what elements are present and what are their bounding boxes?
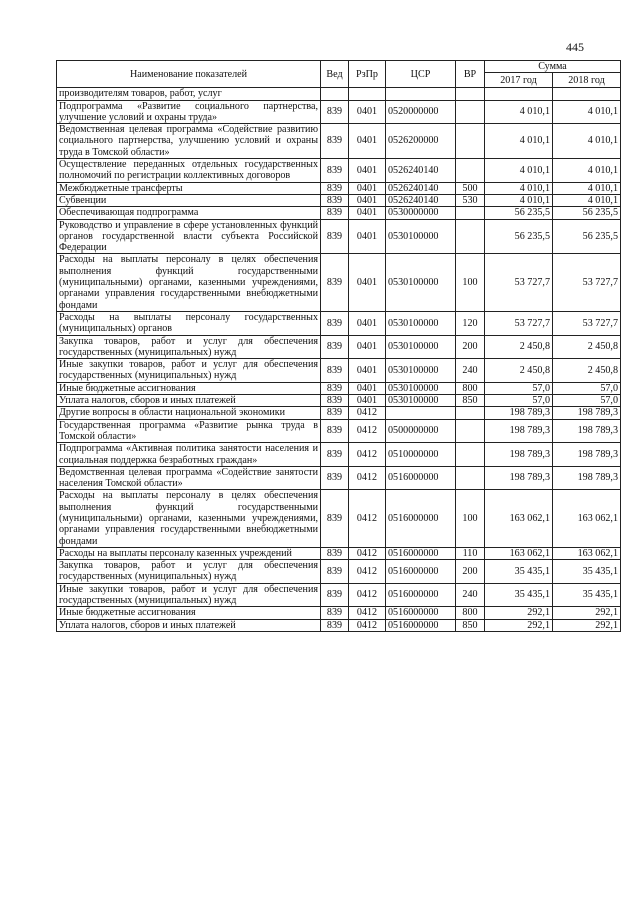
cell-name: Закупка товаров, работ и услуг для обеспечения государственных (муниципальных) нужд	[57, 335, 321, 359]
cell-rzpr: 0401	[349, 359, 386, 383]
cell-rzpr: 0401	[349, 219, 386, 254]
cell-csr: 0530100000	[386, 382, 456, 394]
cell-y2017: 57,0	[485, 395, 553, 407]
cell-name: Расходы на выплаты персоналу казенных учреждений	[57, 547, 321, 559]
cell-y2018: 2 450,8	[553, 335, 621, 359]
cell-name: Иные закупки товаров, работ и услуг для обеспечения государственных (муниципальных) нужд	[57, 583, 321, 607]
cell-csr: 0516000000	[386, 583, 456, 607]
cell-y2018: 198 789,3	[553, 466, 621, 490]
table-row	[57, 88, 621, 100]
cell-name: Руководство и управление в сфере установленных функций органов государственной власти субъекта Российской Федерации	[57, 219, 321, 254]
cell-vr	[456, 207, 485, 219]
cell-vr	[456, 124, 485, 159]
cell-y2018	[553, 88, 621, 100]
cell-name: Межбюджетные трансферты	[57, 182, 321, 194]
cell-vr	[456, 407, 485, 419]
cell-vr: 800	[456, 382, 485, 394]
cell-csr: 0520000000	[386, 100, 456, 124]
cell-name: Подпрограмма «Развитие социального партнерства, улучшение условий и охраны труда»	[57, 100, 321, 124]
cell-name: Иные закупки товаров, работ и услуг для обеспечения государственных (муниципальных) нужд	[57, 359, 321, 383]
cell-y2018: 53 727,7	[553, 254, 621, 311]
cell-rzpr: 0412	[349, 443, 386, 467]
cell-y2017: 35 435,1	[485, 560, 553, 584]
cell-y2018: 4 010,1	[553, 194, 621, 206]
cell-name: Иные бюджетные ассигнования	[57, 382, 321, 394]
cell-ved: 839	[321, 207, 349, 219]
table-row	[57, 419, 621, 443]
cell-y2018: 57,0	[553, 382, 621, 394]
cell-csr: 0526240140	[386, 159, 456, 183]
cell-csr	[386, 407, 456, 419]
cell-name: Государственная программа «Развитие рынка труда в Томской области»	[57, 419, 321, 443]
cell-vr	[456, 419, 485, 443]
table-row	[57, 490, 621, 547]
cell-rzpr: 0412	[349, 466, 386, 490]
header-rzpr: РзПр	[349, 61, 386, 88]
cell-y2018: 163 062,1	[553, 547, 621, 559]
cell-y2017: 198 789,3	[485, 443, 553, 467]
table-row	[57, 395, 621, 407]
table-row	[57, 311, 621, 335]
cell-ved: 839	[321, 254, 349, 311]
cell-name: Закупка товаров, работ и услуг для обеспечения государственных (муниципальных) нужд	[57, 560, 321, 584]
cell-csr: 0516000000	[386, 490, 456, 547]
cell-y2018: 292,1	[553, 619, 621, 631]
cell-y2017: 35 435,1	[485, 583, 553, 607]
cell-rzpr: 0401	[349, 207, 386, 219]
table-row	[57, 607, 621, 619]
cell-name: Уплата налогов, сборов и иных платежей	[57, 395, 321, 407]
budget-table	[56, 60, 621, 632]
cell-ved: 839	[321, 219, 349, 254]
cell-rzpr: 0401	[349, 311, 386, 335]
cell-y2017: 56 235,5	[485, 219, 553, 254]
cell-ved: 839	[321, 395, 349, 407]
header-year-2018: 2018 год	[553, 73, 621, 88]
cell-rzpr: 0412	[349, 547, 386, 559]
cell-name: Иные бюджетные ассигнования	[57, 607, 321, 619]
cell-vr: 530	[456, 194, 485, 206]
cell-y2017: 57,0	[485, 382, 553, 394]
cell-y2017: 2 450,8	[485, 335, 553, 359]
cell-csr: 0530100000	[386, 335, 456, 359]
cell-y2017: 53 727,7	[485, 254, 553, 311]
cell-ved: 839	[321, 124, 349, 159]
cell-y2017: 198 789,3	[485, 466, 553, 490]
cell-name: Осуществление переданных отдельных государственных полномочий по регистрации коллективных договоров	[57, 159, 321, 183]
cell-y2018: 2 450,8	[553, 359, 621, 383]
cell-rzpr: 0412	[349, 619, 386, 631]
cell-csr: 0516000000	[386, 466, 456, 490]
cell-ved: 839	[321, 490, 349, 547]
cell-y2017: 4 010,1	[485, 182, 553, 194]
cell-ved: 839	[321, 619, 349, 631]
cell-y2018: 56 235,5	[553, 207, 621, 219]
cell-vr: 100	[456, 254, 485, 311]
cell-name: Подпрограмма «Активная политика занятости населения и социальная поддержка безработных граждан»	[57, 443, 321, 467]
table-row	[57, 560, 621, 584]
cell-csr: 0530100000	[386, 219, 456, 254]
table-row	[57, 194, 621, 206]
table-row	[57, 219, 621, 254]
cell-vr: 200	[456, 560, 485, 584]
cell-y2017: 2 450,8	[485, 359, 553, 383]
cell-name: Ведомственная целевая программа «Содействие занятости населения Томской области»	[57, 466, 321, 490]
cell-ved: 839	[321, 583, 349, 607]
cell-ved: 839	[321, 335, 349, 359]
cell-rzpr: 0412	[349, 560, 386, 584]
cell-y2017: 56 235,5	[485, 207, 553, 219]
table-row	[57, 583, 621, 607]
cell-y2018: 4 010,1	[553, 124, 621, 159]
cell-csr: 0516000000	[386, 547, 456, 559]
cell-y2017: 4 010,1	[485, 124, 553, 159]
cell-rzpr: 0401	[349, 100, 386, 124]
table-row	[57, 124, 621, 159]
header-ved: Вед	[321, 61, 349, 88]
table-row	[57, 547, 621, 559]
cell-csr: 0516000000	[386, 619, 456, 631]
cell-y2017: 198 789,3	[485, 419, 553, 443]
cell-y2018: 4 010,1	[553, 182, 621, 194]
header-csr: ЦСР	[386, 61, 456, 88]
page-number: 445	[566, 40, 584, 54]
cell-rzpr: 0401	[349, 124, 386, 159]
cell-rzpr: 0401	[349, 159, 386, 183]
cell-y2018: 4 010,1	[553, 100, 621, 124]
header-year-2017: 2017 год	[485, 73, 553, 88]
cell-rzpr: 0401	[349, 395, 386, 407]
cell-csr	[386, 88, 456, 100]
table-row	[57, 335, 621, 359]
cell-ved: 839	[321, 311, 349, 335]
cell-csr: 0530100000	[386, 311, 456, 335]
cell-ved: 839	[321, 159, 349, 183]
header-vr: ВР	[456, 61, 485, 88]
cell-y2017: 4 010,1	[485, 194, 553, 206]
cell-y2018: 53 727,7	[553, 311, 621, 335]
cell-y2018: 35 435,1	[553, 583, 621, 607]
cell-ved: 839	[321, 359, 349, 383]
cell-vr: 500	[456, 182, 485, 194]
cell-vr	[456, 159, 485, 183]
cell-ved: 839	[321, 443, 349, 467]
cell-vr	[456, 88, 485, 100]
cell-csr: 0526240140	[386, 194, 456, 206]
cell-vr: 110	[456, 547, 485, 559]
cell-name: производителям товаров, работ, услуг	[57, 88, 321, 100]
cell-y2018: 198 789,3	[553, 407, 621, 419]
cell-rzpr: 0401	[349, 182, 386, 194]
table-row	[57, 254, 621, 311]
cell-name: Расходы на выплаты персоналу в целях обеспечения выполнения функций государственными (муниципальными) органами, казенными учреждениями, органами управления государственными внебюджетными фондами	[57, 254, 321, 311]
cell-vr	[456, 100, 485, 124]
table-row	[57, 100, 621, 124]
cell-ved: 839	[321, 182, 349, 194]
cell-y2017: 292,1	[485, 619, 553, 631]
table-row	[57, 382, 621, 394]
cell-y2017: 4 010,1	[485, 100, 553, 124]
cell-y2018: 198 789,3	[553, 419, 621, 443]
cell-vr: 850	[456, 395, 485, 407]
cell-csr: 0516000000	[386, 607, 456, 619]
cell-ved: 839	[321, 100, 349, 124]
table-row	[57, 359, 621, 383]
table-row	[57, 619, 621, 631]
cell-ved: 839	[321, 194, 349, 206]
cell-csr: 0530100000	[386, 254, 456, 311]
cell-rzpr: 0401	[349, 194, 386, 206]
cell-csr: 0526240140	[386, 182, 456, 194]
cell-vr	[456, 219, 485, 254]
cell-ved: 839	[321, 407, 349, 419]
cell-y2017: 163 062,1	[485, 547, 553, 559]
cell-vr: 850	[456, 619, 485, 631]
cell-vr: 800	[456, 607, 485, 619]
cell-vr: 200	[456, 335, 485, 359]
cell-csr: 0530100000	[386, 395, 456, 407]
cell-csr: 0530100000	[386, 359, 456, 383]
cell-ved: 839	[321, 382, 349, 394]
cell-name: Уплата налогов, сборов и иных платежей	[57, 619, 321, 631]
cell-vr: 240	[456, 359, 485, 383]
cell-ved: 839	[321, 419, 349, 443]
cell-rzpr: 0412	[349, 407, 386, 419]
cell-y2018: 56 235,5	[553, 219, 621, 254]
cell-ved: 839	[321, 466, 349, 490]
cell-vr: 240	[456, 583, 485, 607]
table-row	[57, 182, 621, 194]
cell-name: Ведомственная целевая программа «Содействие развитию социального партнерства, улучшению условий и охраны труда в Томской области»	[57, 124, 321, 159]
cell-y2018: 35 435,1	[553, 560, 621, 584]
cell-y2017: 198 789,3	[485, 407, 553, 419]
cell-y2017: 53 727,7	[485, 311, 553, 335]
cell-y2017	[485, 88, 553, 100]
cell-ved	[321, 88, 349, 100]
cell-csr: 0510000000	[386, 443, 456, 467]
cell-ved: 839	[321, 560, 349, 584]
cell-rzpr: 0412	[349, 490, 386, 547]
cell-y2017: 163 062,1	[485, 490, 553, 547]
cell-name: Другие вопросы в области национальной экономики	[57, 407, 321, 419]
cell-vr: 100	[456, 490, 485, 547]
cell-y2018: 4 010,1	[553, 159, 621, 183]
cell-rzpr: 0401	[349, 254, 386, 311]
cell-ved: 839	[321, 607, 349, 619]
table-row	[57, 159, 621, 183]
cell-y2018: 57,0	[553, 395, 621, 407]
cell-name: Расходы на выплаты персоналу государственных (муниципальных) органов	[57, 311, 321, 335]
cell-rzpr: 0412	[349, 419, 386, 443]
cell-rzpr: 0412	[349, 583, 386, 607]
table-row	[57, 443, 621, 467]
cell-y2018: 163 062,1	[553, 490, 621, 547]
table-row	[57, 466, 621, 490]
table-row	[57, 407, 621, 419]
cell-y2017: 4 010,1	[485, 159, 553, 183]
header-sum: Сумма	[485, 61, 621, 73]
cell-name: Субвенции	[57, 194, 321, 206]
table-row	[57, 207, 621, 219]
cell-csr: 0526200000	[386, 124, 456, 159]
cell-vr	[456, 443, 485, 467]
table-body	[57, 88, 621, 632]
cell-name: Обеспечивающая подпрограмма	[57, 207, 321, 219]
cell-y2017: 292,1	[485, 607, 553, 619]
cell-y2018: 198 789,3	[553, 443, 621, 467]
cell-rzpr: 0412	[349, 607, 386, 619]
cell-csr: 0500000000	[386, 419, 456, 443]
cell-rzpr: 0401	[349, 382, 386, 394]
cell-name: Расходы на выплаты персоналу в целях обеспечения выполнения функций государственными (муниципальными) органами, казенными учреждениями, органами управления государственными внебюджетными фондами	[57, 490, 321, 547]
header-name: Наименование показателей	[57, 61, 321, 88]
cell-csr: 0516000000	[386, 560, 456, 584]
cell-csr: 0530000000	[386, 207, 456, 219]
cell-rzpr	[349, 88, 386, 100]
cell-rzpr: 0401	[349, 335, 386, 359]
cell-y2018: 292,1	[553, 607, 621, 619]
cell-vr: 120	[456, 311, 485, 335]
cell-ved: 839	[321, 547, 349, 559]
cell-vr	[456, 466, 485, 490]
